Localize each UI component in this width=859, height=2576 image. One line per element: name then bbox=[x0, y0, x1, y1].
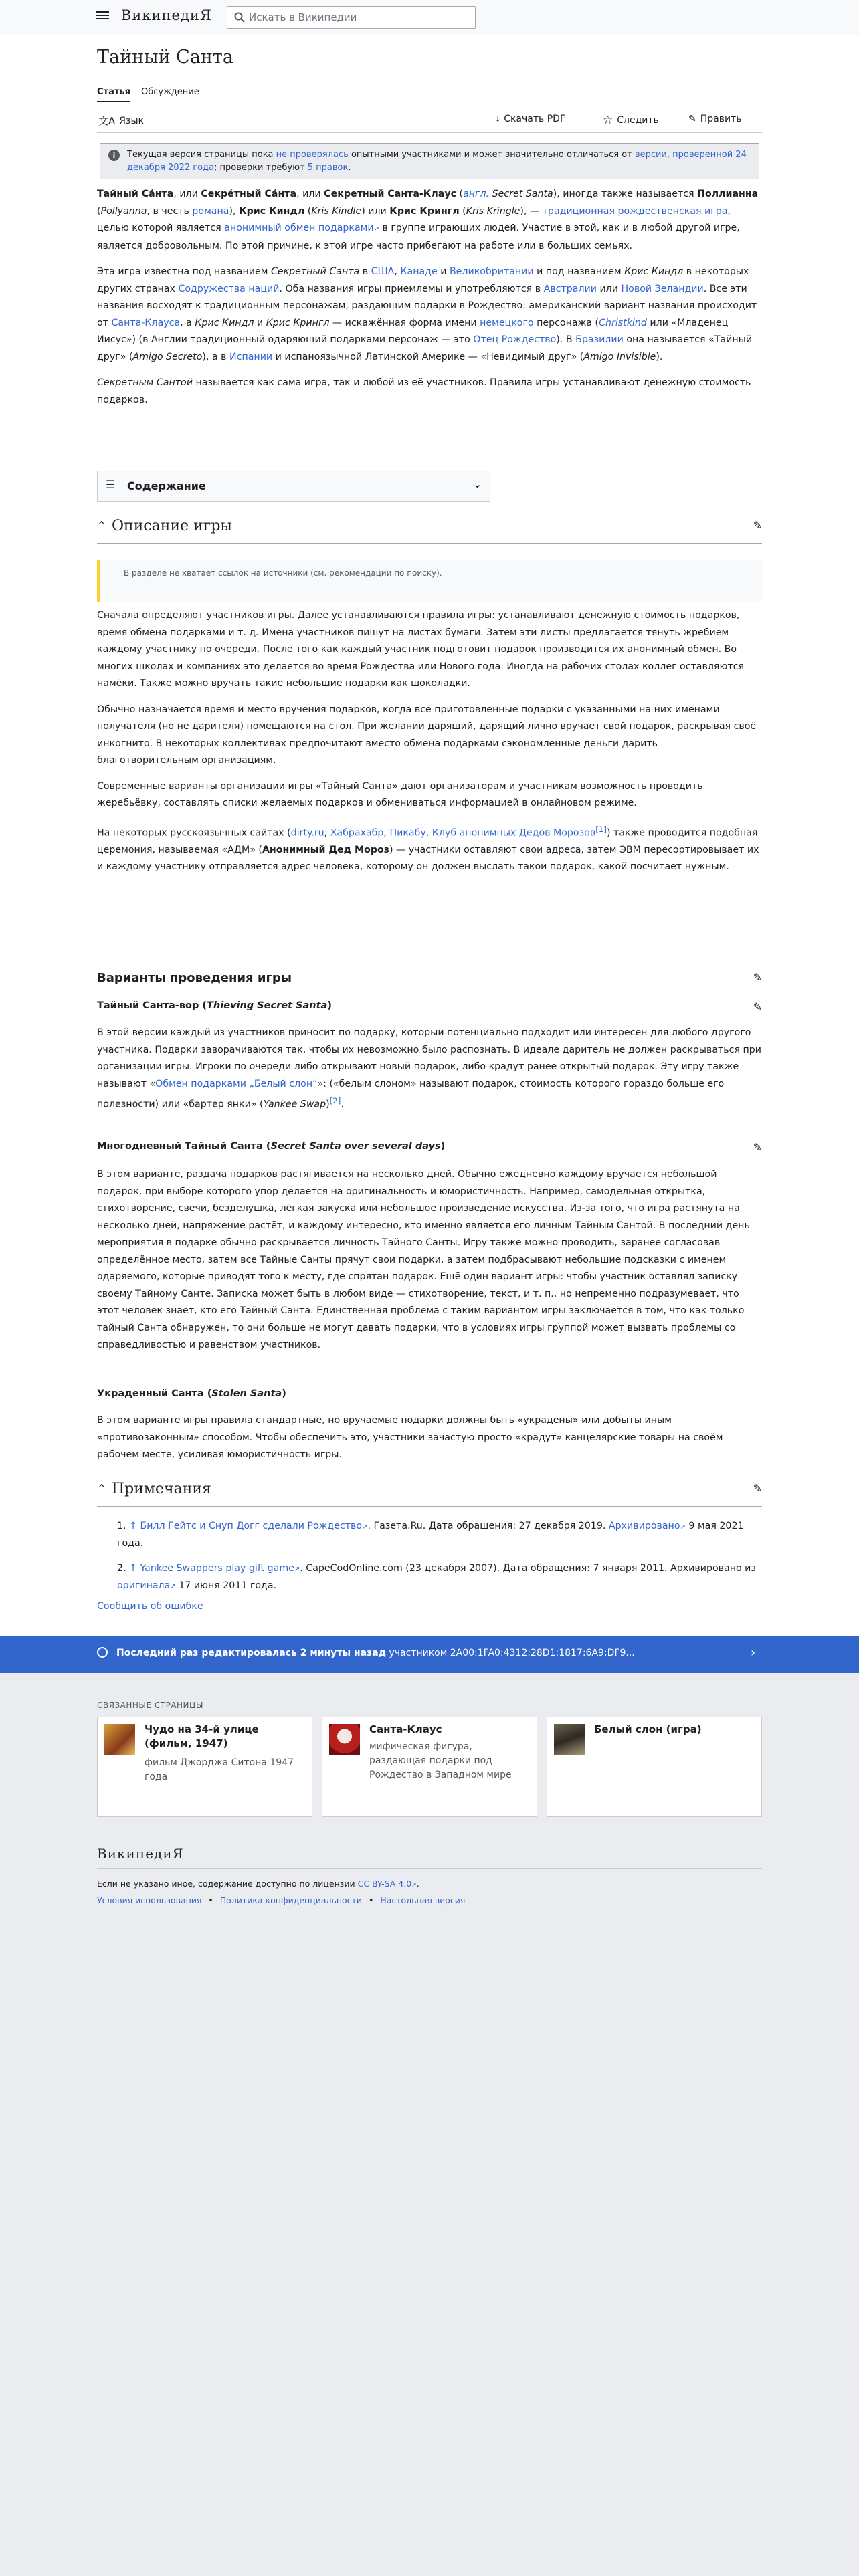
license-link[interactable]: CC BY-SA 4.0 bbox=[357, 1879, 412, 1889]
search-icon bbox=[234, 12, 245, 23]
related-card-desc: мифическая фигура, раздающая подарки под Рождество в Западном мире bbox=[369, 1741, 512, 1780]
external-link-icon: ↗ bbox=[680, 1523, 686, 1531]
clock-icon bbox=[97, 1647, 108, 1658]
link-new-zealand[interactable]: Новой Зеландии bbox=[621, 283, 704, 294]
separator: • bbox=[368, 1895, 374, 1905]
tab-talk[interactable]: Обсуждение bbox=[141, 87, 199, 97]
paragraph: В этом варианте, раздача подарков растягивается на несколько дней. Обычно ежедневно каждому вручается небольшой подарок, при выборе которого упор делается на оригинальность и юмористичность. Например, самодельная открытка, стихотворение, свечи, безделушка, лёгкая закуска или небольшое произведение искусства. Из-за того, что игра растянута на несколько дней, напряжение растёт, и каждому интересно, кто именно является его личным Тайным Сантой. В последний день мероприятия в подарке обычно раскрывается личность Тайного Санты. Игру также можно проводить, заранее согласовав определённое место, затем все Тайные Санты прячут свои подарки, а затем подбрасывают небольшие подсказки с именем одаряемого, которые приводят того к месту, где спрятан подарок. Ещё один вариант игры: чтобы участник оставлял записку своему Тайному Санте. Записка может быть в любом виде — стихотворение, текст, и т. п., но непременно подразумевает, что этот человек знает, кто его Тайный Санта. Единственная проблема с таким вариантом игры заключается в том, что как только тайный Санта обнаружен, то они больше не могут давать подарки, что в условиях игры группой может вызвать проблемы со справедливостью и равенством участников. bbox=[97, 1169, 750, 1350]
link-father-christmas[interactable]: Отец Рождество bbox=[473, 334, 557, 345]
download-pdf-button[interactable]: ⤓ Скачать PDF bbox=[496, 114, 565, 124]
related-pages bbox=[97, 1701, 762, 1782]
thieving-body bbox=[97, 1025, 762, 1113]
link-spain[interactable]: Испании bbox=[229, 351, 273, 362]
related-card[interactable] bbox=[547, 1717, 762, 1817]
notice-link-version[interactable]: версии, проверенной 24 декабря 2022 года bbox=[127, 150, 747, 173]
footer bbox=[97, 1846, 762, 1905]
intro bbox=[97, 186, 762, 409]
link-christmas-game[interactable]: традиционная рождественская игра bbox=[542, 205, 728, 217]
paragraph: На некоторых русскоязычных сайтах (dirty.ru, Хабрахабр, Пикабу, Клуб анонимных Дедов Морозов[1]) также проводится подобная церемония, называемая «АДМ» (Анонимный Дед Мороз) — участники оставляют свои адреса, затем ЭВМ пересортировывает их и каждому участнику отправляется адрес человека, которому он должен выслать такой подарок, какой посчитает нужным. bbox=[97, 824, 759, 873]
link-novel[interactable]: романа bbox=[192, 205, 229, 217]
link-brazil[interactable]: Бразилии bbox=[575, 334, 624, 345]
ref-link-gazeta[interactable]: Билл Гейтс и Снуп Догг сделали Рождество bbox=[140, 1521, 363, 1531]
watch-button[interactable]: ☆ Следить bbox=[603, 114, 659, 127]
tab-article[interactable]: Статья bbox=[97, 87, 130, 102]
related-card-title: Чудо на 34-й улице (фильм, 1947) bbox=[145, 1723, 259, 1749]
info-icon: i bbox=[108, 150, 120, 161]
separator: • bbox=[208, 1895, 213, 1905]
section-edit-icon[interactable]: ✎ bbox=[753, 1482, 762, 1495]
link-canada[interactable]: Канаде bbox=[400, 266, 438, 277]
section-edit-icon[interactable]: ✎ bbox=[753, 1141, 762, 1154]
collapse-icon[interactable]: ⌃ bbox=[97, 519, 106, 532]
chevron-right-icon: › bbox=[751, 1646, 756, 1660]
footer-link-privacy[interactable]: Политика конфиденциальности bbox=[219, 1895, 362, 1905]
section-heading-description: ⌃ Описание игры ✎ bbox=[97, 516, 762, 544]
section-edit-icon[interactable]: ✎ bbox=[753, 971, 762, 984]
footer-logo: ВикипедиЯ bbox=[97, 1846, 762, 1869]
external-link-icon: ↗ bbox=[373, 225, 379, 233]
subheading-multiday: Многодневный Тайный Санта (Secret Santa over several days) ✎ bbox=[97, 1141, 762, 1154]
section-heading-notes: ⌃ Примечания ✎ bbox=[97, 1479, 762, 1507]
edit-button[interactable]: ✎ Править bbox=[688, 114, 742, 124]
link-white-elephant[interactable]: Обмен подарками „Белый слон“ bbox=[155, 1078, 318, 1089]
thumbnail-image bbox=[554, 1724, 585, 1755]
chevron-down-icon: ⌄ bbox=[473, 478, 482, 490]
related-heading: СВЯЗАННЫЕ СТРАНИЦЫ bbox=[97, 1701, 203, 1710]
external-link-icon: ↗ bbox=[362, 1523, 368, 1531]
references-list bbox=[117, 1518, 759, 1595]
page-body bbox=[0, 35, 859, 1636]
link-usa[interactable]: США bbox=[371, 266, 395, 277]
page-title: Тайный Санта bbox=[97, 47, 233, 68]
toc-label: Содержание bbox=[127, 479, 206, 492]
thumbnail-image bbox=[104, 1724, 135, 1755]
multiday-body bbox=[97, 1166, 762, 1354]
related-card-title: Белый слон (игра) bbox=[594, 1723, 702, 1735]
section-heading-variants: Варианты проведения игры ✎ bbox=[97, 971, 762, 994]
intro-paragraph-2: Эта игра известна под названием Секретный Санта в США, Канаде и Великобритании и под названием Крис Киндл в некоторых других странах Содружества наций. Оба названия игры приемлемы и употребляются в Австралии или Новой Зеландии. Все эти названия восходят к традиционным персонажам, раздающим подарки в Рождество: американский вариант названия происходит от Санта-Клауса, а Крис Киндл и Крис Крингл — искажённая форма имени немецкого персонажа (Christkind или «Младенец Иисус») (в Англии традиционный одаряющий подарками персонаж — это Отец Рождество). В Бразилии она называется «Тайный друг» (Amigo Secreto), а в Испании и испаноязычной Латинской Америке — «Невидимый друг» (Amigo Invisible). bbox=[97, 266, 757, 362]
page-toolbar bbox=[97, 108, 762, 133]
table-of-contents[interactable] bbox=[97, 471, 490, 502]
ref-link-2[interactable]: [2] bbox=[329, 1096, 341, 1105]
stolen-body bbox=[97, 1412, 762, 1464]
footer-links bbox=[97, 1895, 762, 1905]
external-link-icon: ↗ bbox=[294, 1566, 300, 1573]
link-german[interactable]: немецкого bbox=[480, 317, 534, 328]
paragraph: Обычно назначается время и место вручения подарков, когда все приготовленные подарки с указанными на них именами получателя (но не дарителя) помещаются на стол. При желании дарящий, дарящий лично вручает свой подарок, раскрывая своё инкогнито. В некоторых коллективах предпочитают вместо обмена подарками сэкономленные деньги дарить благотворительным организациям. bbox=[97, 704, 757, 766]
archive-link[interactable]: Архивировано bbox=[608, 1521, 680, 1531]
top-header bbox=[0, 0, 859, 35]
search-placeholder: Искать в Википедии bbox=[249, 11, 357, 23]
footer-link-desktop[interactable]: Настольная версия bbox=[380, 1895, 466, 1905]
thumbnail-image bbox=[329, 1724, 360, 1755]
external-link-icon: ↗ bbox=[411, 1882, 417, 1889]
citation-warning: В разделе не хватает ссылок на источники (см. рекомендации по поиску). bbox=[97, 560, 762, 602]
link-santa-claus[interactable]: Санта-Клауса bbox=[111, 317, 181, 328]
link-habr[interactable]: Хабрахабр bbox=[330, 827, 384, 839]
section-edit-icon[interactable]: ✎ bbox=[753, 1000, 762, 1013]
language-icon: 文A bbox=[98, 115, 116, 127]
reference-item: 2. ↑ Yankee Swappers play gift game↗. CapeCodOnline.com (23 декабря 2007). Дата обращения: 7 января 2011. Архивировано из оригинала↗ 17 июня 2011 года. bbox=[117, 1563, 756, 1591]
ref-backlink[interactable]: ↑ bbox=[129, 1521, 137, 1531]
list-icon: ☰ bbox=[106, 478, 116, 491]
report-error-link[interactable]: Сообщить об ошибке bbox=[97, 1601, 203, 1612]
pencil-icon: ✎ bbox=[688, 114, 696, 124]
paragraph: В этой версии каждый из участников приносит по подарку, который потенциально подходит или интересен для любого другого участника. Подарки заворачиваются так, чтобы их невозможно было распознать. В идеале даритель не должен раскрываться при организации игры. Игроки по очереди либо открывают новый подарок, либо крадут ранее открытый подарок. Эту игру также называют «Обмен подарками „Белый слон“»: («белым слоном» называют подарок, стоимость которого гораздо больше его полезности) или «бартер янки» (Yankee Swap)[2]. bbox=[97, 1027, 762, 1110]
related-card[interactable] bbox=[97, 1717, 312, 1817]
ref-backlink[interactable]: ↑ bbox=[129, 1563, 137, 1574]
related-card-title: Санта-Клаус bbox=[369, 1723, 442, 1735]
namespace-tabs bbox=[97, 82, 762, 106]
paragraph: Сначала определяют участников игры. Далее устанавливаются правила игры: устанавливают денежную стоимость подарков, время обмена подарками и т. д. Имена участников пишут на листах бумаги. Затем эти листы предлагается тянуть жребием каждому участнику по очереди. После того как каждый участник подготовит подарок производится их анонимный обмен. Во многих школах и компаниях это делается во время Рождества или Нового года. Иногда на рабочих столах коллег оставляются намёки. Также можно вручать такие небольшие подарки как шоколадки. bbox=[97, 610, 744, 689]
intro-paragraph-1: Тайный Са́нта, или Секре́тный Са́нта, или Секретный Санта-Клаус (англ. Secret Santa), иногда также называется Поллианна (Pollyanna, в честь романа), Крис Киндл (Kris Kindle) или Крис Крингл (Kris Kringle), — традиционная рождественская игра, целью которой является анонимный обмен подарками↗ в группе играющих людей. Участие в этой, как и в любой другой игре, является добровольным. По этой причине, к этой игре часто прибегают на работе или в больших семьях. bbox=[97, 189, 759, 251]
section-edit-icon[interactable]: ✎ bbox=[753, 519, 762, 532]
link-australia[interactable]: Австралии bbox=[543, 283, 597, 294]
license-text: Если не указано иное, содержание доступно по лицензии CC BY-SA 4.0↗. bbox=[97, 1879, 419, 1889]
link-commonwealth[interactable]: Содружества наций bbox=[178, 283, 280, 294]
star-icon: ☆ bbox=[603, 114, 613, 127]
intro-paragraph-3: Секретным Сантой называется как сама игра, так и любой из её участников. Правила игры устанавливают денежную стоимость подарков. bbox=[97, 377, 751, 405]
ref-link-capecod[interactable]: Yankee Swappers play gift game bbox=[140, 1563, 294, 1574]
link-christkind[interactable]: Christkind bbox=[599, 317, 647, 328]
related-card[interactable] bbox=[322, 1717, 537, 1817]
ref-link-1[interactable]: [1] bbox=[595, 824, 607, 834]
subheading-thieving: Тайный Санта-вор (Thieving Secret Santa) ✎ bbox=[97, 1000, 762, 1013]
paragraph: Современные варианты организации игры «Тайный Санта» дают организаторам и участникам возможность проводить жеребьёвку, составлять списки желаемых подарков и обмениваться информацией в онлайновом режиме. bbox=[97, 780, 703, 809]
language-button[interactable]: 文A Язык bbox=[98, 115, 144, 127]
menu-icon[interactable] bbox=[96, 9, 109, 23]
notice-link-edits[interactable]: 5 правок bbox=[307, 163, 349, 173]
notice-link-unreviewed[interactable]: не проверялась bbox=[276, 150, 349, 160]
review-notice: i Текущая версия страницы пока не проверялась опытными участниками и может значительно отличаться от версии, проверенной 24 декабря 2022 года; проверки требуют 5 правок. bbox=[100, 143, 759, 179]
wikipedia-logo[interactable]: ВикипедиЯ bbox=[121, 7, 212, 23]
last-edited-bar[interactable] bbox=[0, 1636, 859, 1673]
link-pikabu[interactable]: Пикабу bbox=[389, 827, 426, 839]
link-dirty[interactable]: dirty.ru bbox=[290, 827, 324, 839]
search-input[interactable] bbox=[227, 6, 476, 29]
external-link-icon: ↗ bbox=[170, 1583, 176, 1590]
footer-link-terms[interactable]: Условия использования bbox=[97, 1895, 202, 1905]
reference-item: 1. ↑ Билл Гейтс и Снуп Догг сделали Рождество↗. Газета.Ru. Дата обращения: 27 декабря 2019. Архивировано↗ 9 мая 2021 года. bbox=[117, 1521, 744, 1549]
related-card-desc: фильм Джорджа Ситона 1947 года bbox=[145, 1757, 294, 1782]
link-english[interactable]: англ. bbox=[463, 189, 490, 199]
link-uk[interactable]: Великобритании bbox=[449, 266, 534, 277]
section-description-body bbox=[97, 607, 762, 876]
last-editor: участником 2A00:1FA0:4312:28D1:1817:6A9:DF9... bbox=[386, 1648, 635, 1658]
last-edited-text: Последний раз редактировалась 2 минуты назад bbox=[116, 1648, 387, 1658]
original-link[interactable]: оригинала bbox=[117, 1580, 171, 1591]
download-icon: ⤓ bbox=[496, 114, 500, 124]
collapse-icon[interactable]: ⌃ bbox=[97, 1482, 106, 1495]
link-adm-club[interactable]: Клуб анонимных Дедов Морозов bbox=[432, 827, 596, 839]
link-anon-exchange[interactable]: анонимный обмен подарками bbox=[224, 223, 374, 233]
subheading-stolen: Украденный Санта (Stolen Santa) bbox=[97, 1388, 286, 1399]
paragraph: В этом варианте игры правила стандартные, но вручаемые подарки должны быть «украдены» или добыты иным «противозаконным» способом. Чтобы обеспечить это, участники зачастую просто «крадут» канцелярские товары на своём рабочем месте, усиливая юмористичность игры. bbox=[97, 1415, 723, 1460]
